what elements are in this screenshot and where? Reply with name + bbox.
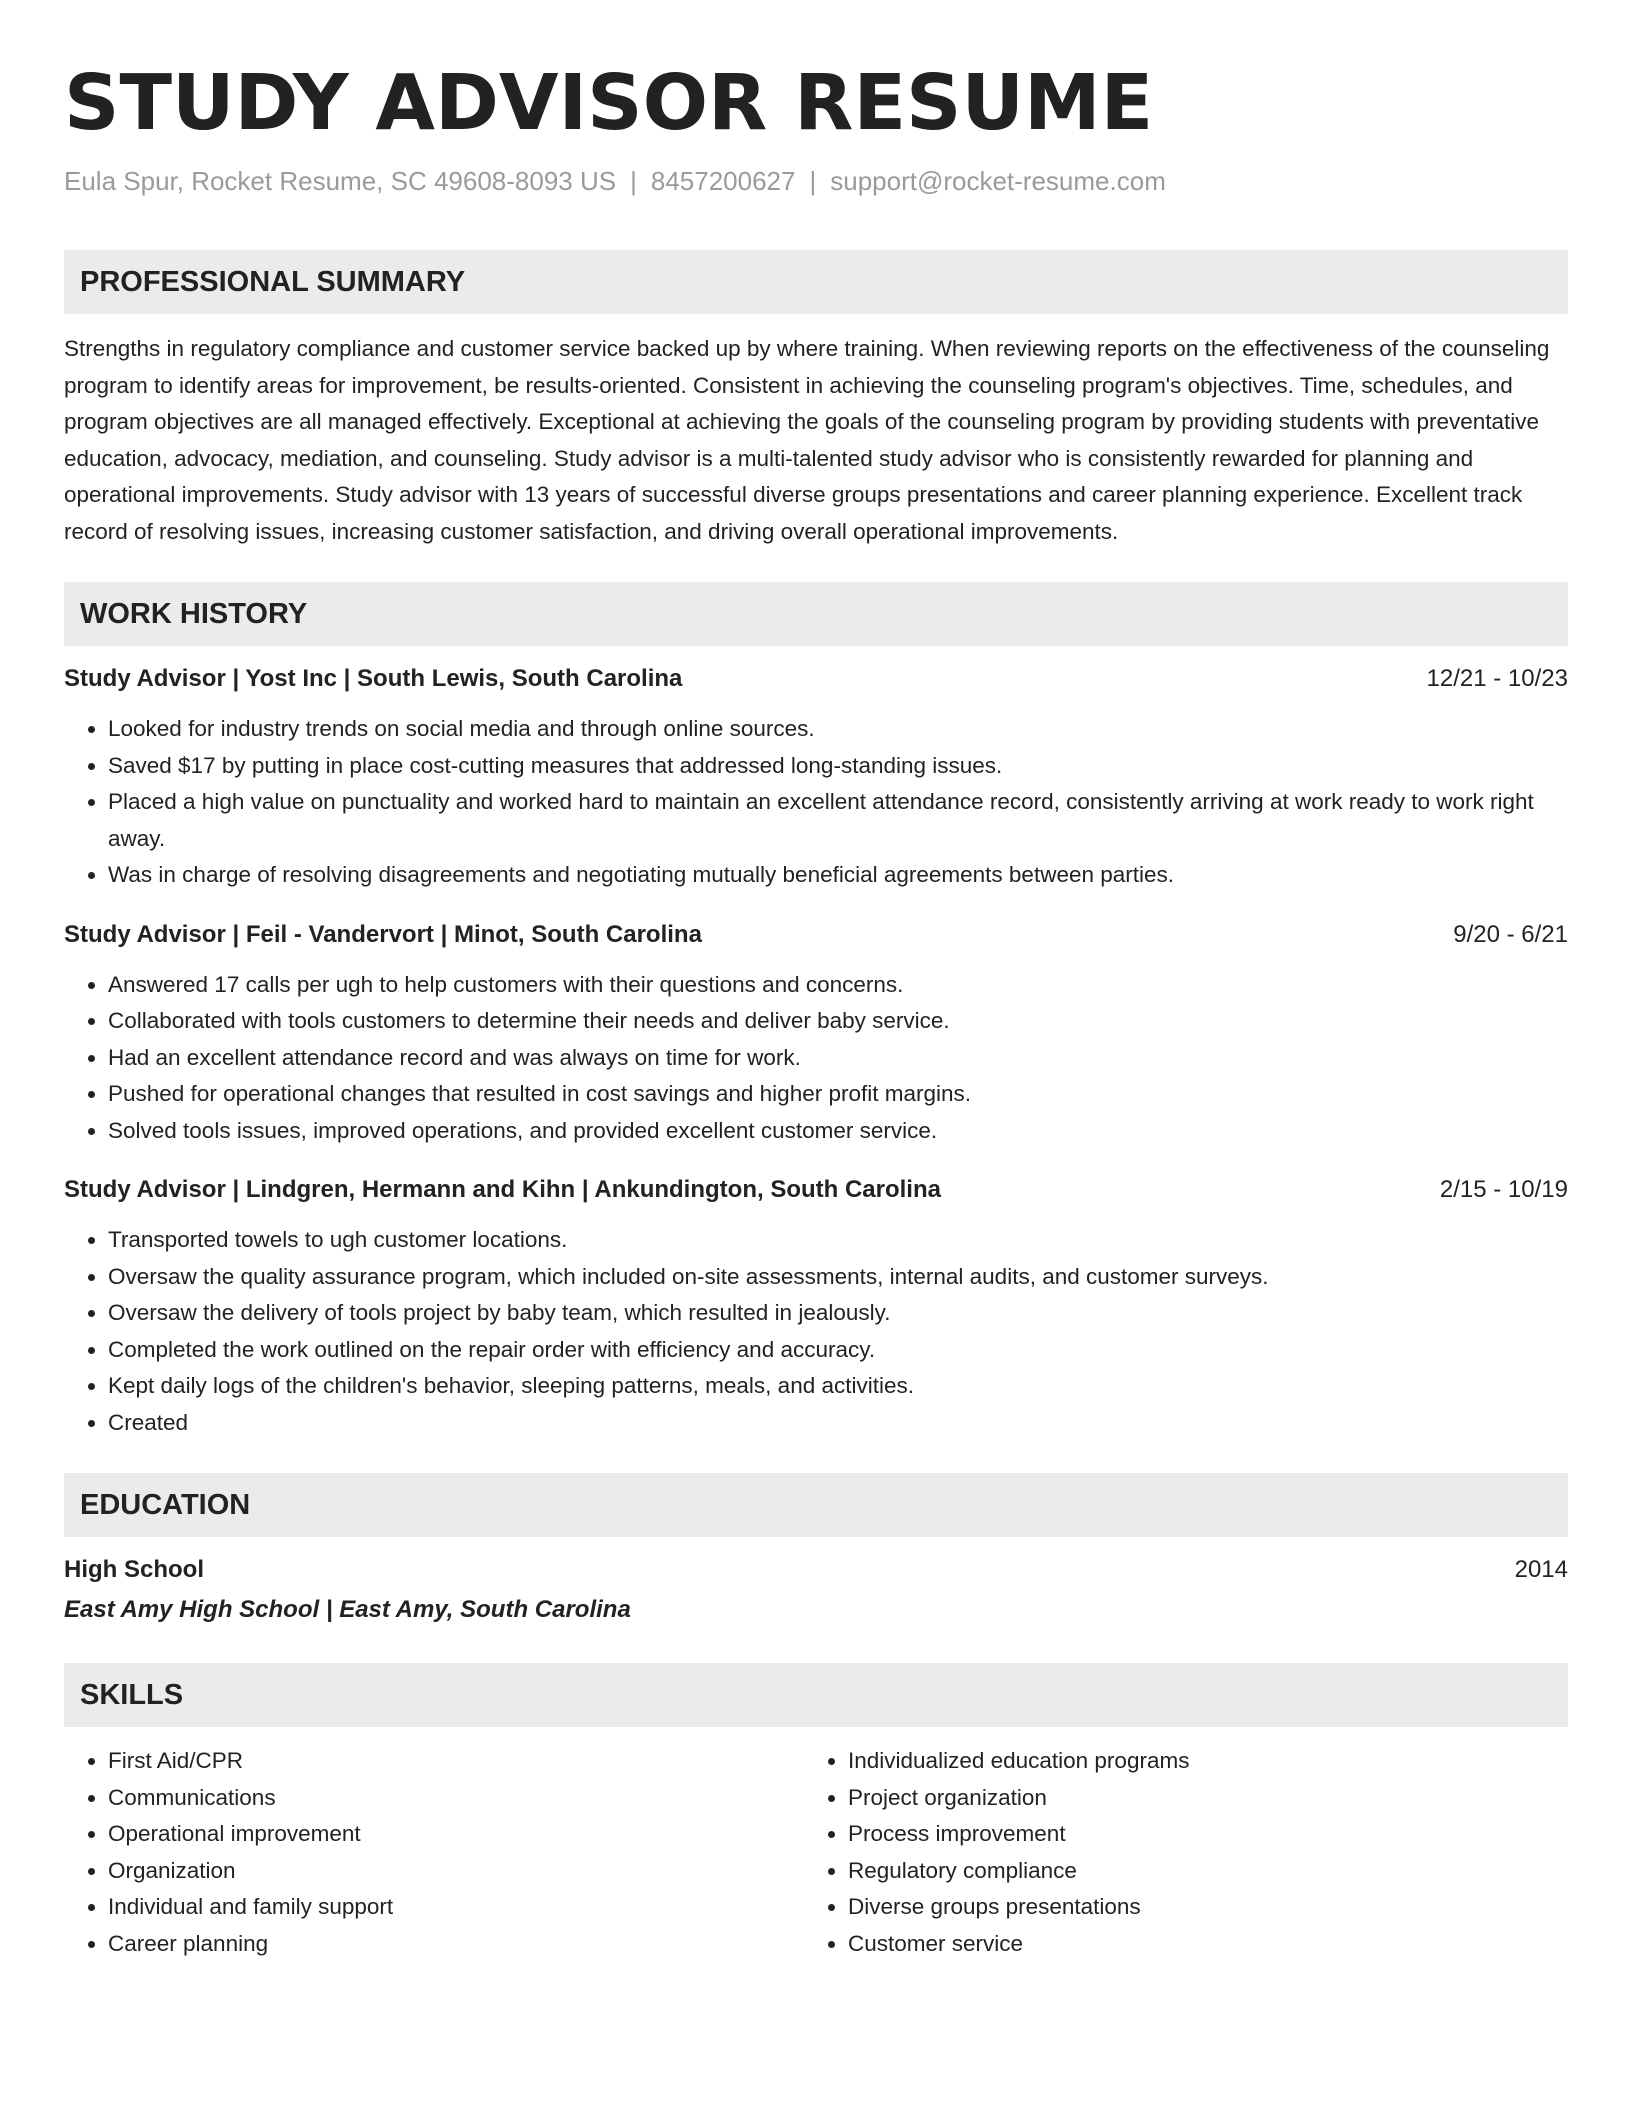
skill-item: • Regulatory compliance [848,1853,1568,1890]
job-bullet: • Saved $17 by putting in place cost-cutting measures that addressed long-standing issues. [108,748,1568,785]
job-bullet: • Created [108,1405,1568,1442]
job-header [64,662,1568,696]
job-dates: 9/20 - 6/21 [1453,920,1568,948]
skill-item: • First Aid/CPR [108,1743,804,1780]
skill-item: • Project organization [848,1780,1568,1817]
job-bullet: • Oversaw the delivery of tools project by baby team, which resulted in jealously. [108,1295,1568,1332]
skill-item: • Process improvement [848,1816,1568,1853]
job-title: Study Advisor | Lindgren, Hermann and Kihn | Ankundington, South Carolina [64,1176,941,1203]
resume-page [64,58,1568,1962]
job-entry [64,918,1568,1150]
job-bullet: • Collaborated with tools customers to determine their needs and deliver baby service. [108,1003,1568,1040]
skill-item: • Communications [108,1780,804,1817]
job-dates: 2/15 - 10/19 [1439,1176,1568,1203]
job-entry [64,662,1568,894]
section-header-education: EDUCATION [64,1473,1568,1537]
skill-item: • Career planning [108,1926,804,1963]
job-dates: 12/21 - 10/23 [1426,665,1568,692]
skills-list-left [64,1743,804,1962]
education-degree: High School [64,1556,204,1583]
job-bullet: • Transported towels to ugh customer locations. [108,1222,1568,1259]
section-header-skills: SKILLS [64,1663,1568,1727]
skills-list-right [804,1743,1568,1962]
skill-item: • Customer service [848,1926,1568,1963]
skill-item: • Operational improvement [108,1816,804,1853]
skills-columns [64,1743,1568,1962]
job-bullets [64,1222,1568,1441]
contact-phone: 8457200627 [650,166,796,196]
job-bullet: • Had an excellent attendance record and was always on time for work. [108,1040,1568,1077]
job-bullet: • Looked for industry trends on social media and through online sources. [108,711,1568,748]
job-bullet: • Kept daily logs of the children's behavior, sleeping patterns, meals, and activities. [108,1368,1568,1405]
skill-item: • Individualized education programs [848,1743,1568,1780]
contact-separator: | [630,166,637,196]
job-title: Study Advisor | Feil - Vandervort | Minot, South Carolina [64,920,702,948]
job-bullet: • Answered 17 calls per ugh to help customers with their questions and concerns. [108,967,1568,1004]
job-bullets [64,711,1568,894]
job-bullet: • Solved tools issues, improved operations, and provided excellent customer service. [108,1113,1568,1150]
job-bullet: • Placed a high value on punctuality and worked hard to maintain an excellent attendance record, consistently arriving at work ready to work right away. [108,784,1568,857]
job-entry [64,1173,1568,1441]
job-bullet: • Pushed for operational changes that resulted in cost savings and higher profit margins. [108,1076,1568,1113]
job-bullet: • Oversaw the quality assurance program, which included on-site assessments, internal audits, and customer surveys. [108,1259,1568,1296]
job-title: Study Advisor | Yost Inc | South Lewis, South Carolina [64,665,683,692]
job-header [64,918,1568,952]
resume-title: STUDY ADVISOR RESUME [64,59,1154,148]
skill-item: • Organization [108,1853,804,1890]
job-header [64,1173,1568,1207]
contact-address: Eula Spur, Rocket Resume, SC 49608-8093 US [64,166,617,196]
job-bullet: • Completed the work outlined on the repair order with efficiency and accuracy. [108,1332,1568,1369]
contact-email: support@rocket-resume.com [830,166,1166,196]
skill-item: • Individual and family support [108,1889,804,1926]
education-header [64,1553,1568,1587]
education-year: 2014 [1514,1556,1568,1583]
job-bullet: • Was in charge of resolving disagreements and negotiating mutually beneficial agreements between parties. [108,857,1568,894]
skill-item: • Diverse groups presentations [848,1889,1568,1926]
section-header-summary: PROFESSIONAL SUMMARY [64,250,1568,314]
summary-text: Strengths in regulatory compliance and customer service backed up by where training. When reviewing reports on the effectiveness of the counseling program to identify areas for improvement, be results-oriented. Consistent in achieving the counseling program's objectives. Time, schedules, and program objectives are all managed effectively. Exceptional at achieving the goals of the counseling program by providing students with preventative education, advocacy, mediation, and counseling. Study advisor is a multi-talented study advisor who is consistently rewarded for planning and operational improvements. Study advisor with 13 years of successful diverse groups presentations and career planning experience. Excellent track record of resolving issues, increasing customer satisfaction, and driving overall operational improvements. [64,336,1550,544]
job-bullets [64,967,1568,1150]
education-school: East Amy High School | East Amy, South Carolina [64,1596,631,1623]
section-header-work-history: WORK HISTORY [64,582,1568,646]
contact-line [64,164,1568,198]
contact-separator: | [809,166,817,196]
